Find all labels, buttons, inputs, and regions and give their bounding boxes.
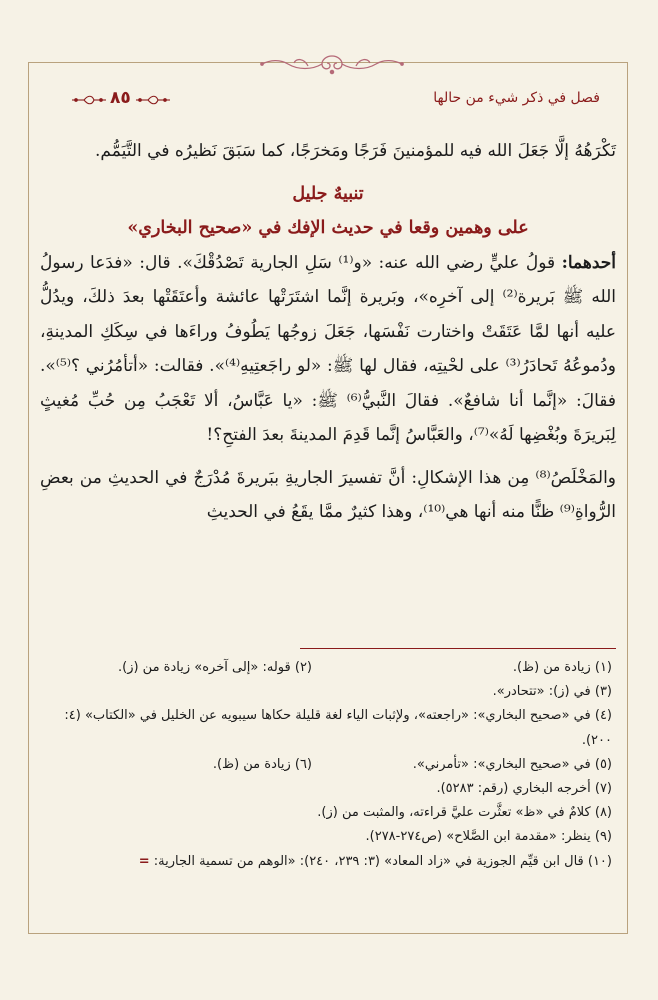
- footnote-row: [46, 850, 612, 874]
- running-title: فصل في ذكر شيء من حالها: [433, 90, 600, 106]
- header-ornament-right: [134, 93, 172, 107]
- footnote-5: (٥) في «صحيح البخاري»: «تأمرني».: [412, 756, 612, 772]
- footnote-row: [46, 825, 612, 849]
- footnote-row: [46, 753, 612, 777]
- paragraph-lead-word: أحدهما:: [561, 252, 616, 273]
- opening-line: تَكْرَهُهُ إلَّا جَعَلَ الله فيه للمؤمنينَ فَرَجًا ومَخرَجًا، كما سَبَقَ نَظيرُه في التَّيَمُّم.: [95, 141, 616, 161]
- paragraph-second: والمَخْلَصُ⁽⁸⁾ مِن هذا الإشكالِ: أنَّ تفسيرَ الجاريةِ ببَريرةَ مُدْرَجٌ في الحديثِ من بعضِ الرُّواةِ⁽⁹⁾ ظنًّا منه أنها هي⁽¹⁰⁾، وهذا كثيرٌ ممَّا يقَعُ في الحديثِ: [40, 467, 616, 522]
- main-text: [40, 134, 616, 530]
- footnote-row: [46, 777, 612, 801]
- page-number: ٨٥: [110, 88, 131, 108]
- continuation-mark: =: [138, 853, 150, 869]
- footnote-10: (١٠) قال ابن قيِّم الجوزية في «زاد المعاد» (٣: ٢٣٩، ٢٤٠): «الوهم من تسمية الجارية:: [153, 853, 612, 869]
- footnotes: [46, 656, 612, 874]
- footnote-3: (٣) في (ز): «تتحادر».: [492, 684, 612, 700]
- footnote-1: (١) زيادة من (ظ).: [512, 660, 612, 675]
- top-flourish-ornament: [252, 52, 412, 76]
- footnote-row: [46, 656, 612, 680]
- section-subheading: على وهمين وقعا في حديث الإفك في «صحيح البخاري»: [127, 218, 529, 238]
- paragraph-first: [40, 246, 616, 453]
- footnote-divider: [300, 648, 616, 649]
- footnote-7: (٧) أخرجه البخاري (رقم: ٥٢٨٣).: [436, 780, 612, 796]
- footnote-row: [46, 801, 612, 825]
- footnote-9: (٩) ينظر: «مقدمة ابن الصَّلاح» (ص٢٧٤-٢٧٨).: [365, 829, 612, 845]
- footnote-row: [46, 680, 612, 704]
- footnote-2: (٢) قوله: «إلى آخره» زيادة من (ز).: [118, 660, 312, 675]
- running-header: [70, 88, 600, 112]
- header-ornament-left: [70, 93, 108, 107]
- footnote-8: (٨) كلامٌ في «ظ» تعثَّرت عليَّ قراءته، والمثبت من (ز).: [317, 805, 612, 821]
- footnote-4: (٤) في «صحيح البخاري»: «راجعته»، ولإثبات الياء لغة قليلة حكاها سيبويه عن الخليل في «الكتاب» (٤: ٢٠٠).: [64, 708, 612, 748]
- paragraph-first-text: قولُ عليٍّ رضي الله عنه: «و⁽¹⁾ سَلِ الجارية تَصْدُقْكَ». قال: «فدَعا رسولُ الله ﷺ بَريرة⁽²⁾ إلى آخرِه»، وبَريرة إنَّما اشتَرَتْها عائشة وأعتَقَتْها بعدَ ذلكَ، ويدُلُّ عليه أنها لمَّا عَتَقَتْ واختارت نَفْسَها، جَعَلَ زوجُها يَطُوفُ وراءَها في سِكَكِ المدينةِ، ودُموعُهُ تَحادَرُ⁽³⁾ على لحْيتِه، فقال لها ﷺ: «لو راجَعتِيهِ⁽⁴⁾». فقالت: «أتأمُرُني ؟⁽⁵⁾». فقالَ: «إنَّما أنا شافعٌ». فقالَ النَّبيُّ⁽⁶⁾ ﷺ: «يا عَبَّاسُ، ألا تَعْجَبُ مِن حُبِّ مُغيثٍ لِبَريرَةَ وبُغْضِها لَهُ»⁽⁷⁾، والعَبَّاسُ إنَّما قَدِمَ المدينةَ بعدَ الفتحِ؟!: [40, 252, 616, 445]
- section-heading: تنبيهٌ جليل: [292, 183, 364, 204]
- footnote-6: (٦) زيادة من (ظ).: [212, 756, 312, 772]
